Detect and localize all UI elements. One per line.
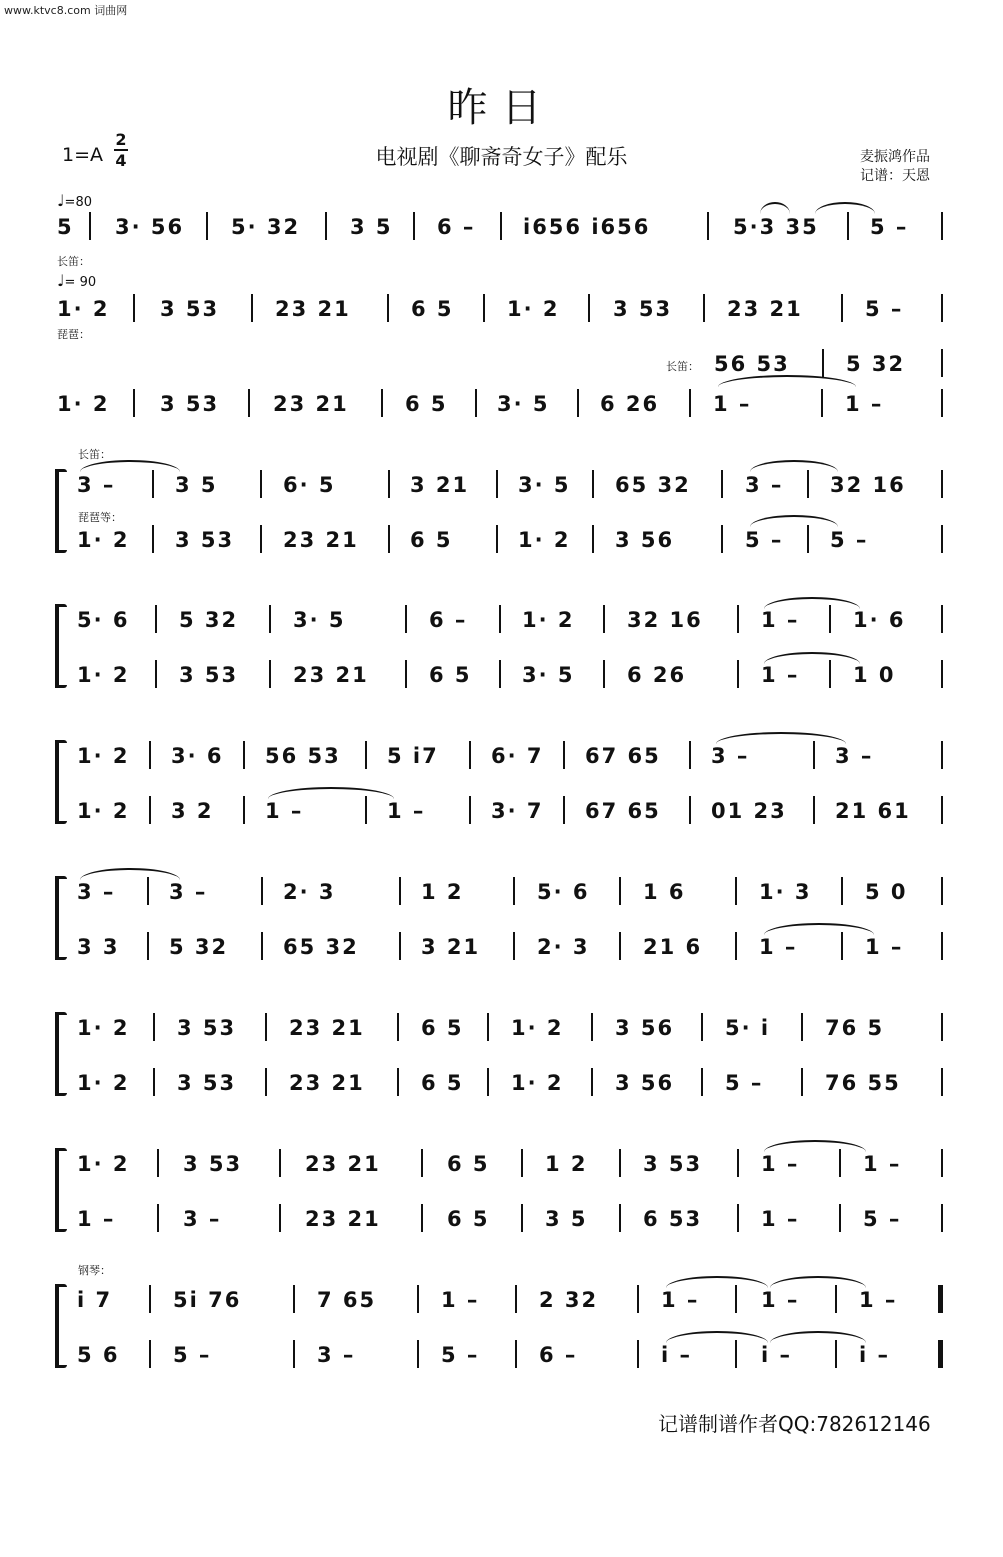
measure: 32 16 xyxy=(830,473,906,497)
measure: 3 53 xyxy=(183,1152,243,1176)
measure: 1 – xyxy=(761,608,800,632)
measure: 5 – xyxy=(863,1207,902,1231)
measure: 3 53 xyxy=(179,663,239,687)
measure: 6 5 xyxy=(447,1152,490,1176)
measure: 6 – xyxy=(539,1343,578,1367)
notation-row xyxy=(55,212,945,242)
measure: 6 5 xyxy=(405,392,448,416)
quarter-note-icon: ♩ xyxy=(57,271,65,290)
time-signature-bottom: 4 xyxy=(115,151,127,170)
measure: 6 – xyxy=(437,215,476,239)
measure: 3· 5 xyxy=(518,473,571,497)
measure: 5 xyxy=(57,215,74,239)
measure: 3 5 xyxy=(350,215,393,239)
notation-row xyxy=(55,294,945,324)
measure: 1· 2 xyxy=(522,608,575,632)
measure: 3· 5 xyxy=(522,663,575,687)
measure: 3 – xyxy=(745,473,784,497)
measure: 3 53 xyxy=(160,297,220,321)
measure: 3 53 xyxy=(613,297,673,321)
notation-row xyxy=(55,796,945,826)
measure: 1 – xyxy=(77,1207,116,1231)
measure: i – xyxy=(859,1343,891,1367)
measure: 3 56 xyxy=(615,528,675,552)
measure: 1 6 xyxy=(643,880,686,904)
measure: 1· 2 xyxy=(77,663,130,687)
measure: 3 3 xyxy=(77,935,120,959)
measure: 3 – xyxy=(169,880,208,904)
measure: 2· 3 xyxy=(537,935,590,959)
measure: 5 32 xyxy=(179,608,239,632)
measure: 21 6 xyxy=(643,935,703,959)
measure: 1· 2 xyxy=(57,392,110,416)
notation-row xyxy=(55,741,945,771)
measure: 56 53 xyxy=(265,744,341,768)
measure: i656 i656 xyxy=(523,215,651,239)
notation-row xyxy=(55,389,945,419)
measure: 7 65 xyxy=(317,1288,377,1312)
measure: 3 – xyxy=(77,880,116,904)
measure: 2· 3 xyxy=(283,880,336,904)
measure: 3 – xyxy=(317,1343,356,1367)
measure: 5 – xyxy=(725,1071,764,1095)
notation-row xyxy=(55,1285,945,1315)
tempo-marking-1: ♩=80 xyxy=(57,191,92,210)
measure: 1 – xyxy=(441,1288,480,1312)
measure: 01 23 xyxy=(711,799,787,823)
measure: 76 5 xyxy=(825,1016,885,1040)
measure: 1 – xyxy=(859,1288,898,1312)
measure: 32 16 xyxy=(627,608,703,632)
measure: 3 56 xyxy=(615,1071,675,1095)
instrument-label: 琵琶等： xyxy=(78,511,122,524)
measure: 1· 2 xyxy=(511,1071,564,1095)
measure: 5 – xyxy=(865,297,904,321)
measure: 21 61 xyxy=(835,799,911,823)
measure: 1 0 xyxy=(853,663,896,687)
measure: 6 5 xyxy=(429,663,472,687)
measure: 6· 7 xyxy=(491,744,544,768)
instrument-label: 长笛： xyxy=(78,448,111,461)
notation-row xyxy=(55,605,945,635)
measure: 3 21 xyxy=(421,935,481,959)
measure: 3 56 xyxy=(615,1016,675,1040)
notation-row xyxy=(55,1340,945,1370)
notation-row xyxy=(55,932,945,962)
measure: 1· 2 xyxy=(77,528,130,552)
measure: 5·3 35 xyxy=(733,215,819,239)
measure: 6 26 xyxy=(600,392,660,416)
measure: 1· 6 xyxy=(853,608,906,632)
subtitle: 电视剧《聊斋奇女子》配乐 xyxy=(375,145,628,169)
measure: 23 21 xyxy=(289,1071,365,1095)
measure: 2 32 xyxy=(539,1288,599,1312)
measure: 23 21 xyxy=(727,297,803,321)
measure: 23 21 xyxy=(293,663,369,687)
measure: 5 – xyxy=(870,215,909,239)
notation-row xyxy=(55,470,945,500)
measure: 3· 5 xyxy=(497,392,550,416)
measure: 1 – xyxy=(759,935,798,959)
measure: 1· 2 xyxy=(77,744,130,768)
notation-row xyxy=(55,1204,945,1234)
measure: i 7 xyxy=(77,1288,113,1312)
instrument-label: 琵琶： xyxy=(57,328,90,341)
measure: 5· 32 xyxy=(231,215,301,239)
measure: 1· 2 xyxy=(77,1016,130,1040)
measure: 67 65 xyxy=(585,744,661,768)
measure: 23 21 xyxy=(305,1152,381,1176)
measure: 3 – xyxy=(183,1207,222,1231)
measure: 67 65 xyxy=(585,799,661,823)
measure: 1 – xyxy=(661,1288,700,1312)
notation-row xyxy=(55,877,945,907)
measure: 5· 6 xyxy=(537,880,590,904)
instrument-label: 长笛： xyxy=(57,255,90,268)
measure: 5i 76 xyxy=(173,1288,242,1312)
notation-row xyxy=(55,1013,945,1043)
measure: 1 – xyxy=(713,392,752,416)
measure: 5 – xyxy=(173,1343,212,1367)
notation-row xyxy=(55,1149,945,1179)
measure: 3 5 xyxy=(175,473,218,497)
measure: 23 21 xyxy=(305,1207,381,1231)
measure: 1· 2 xyxy=(518,528,571,552)
measure: 6· 5 xyxy=(283,473,336,497)
measure: 3· 6 xyxy=(171,744,224,768)
watermark-text: www.ktvc8.com 词曲网 xyxy=(4,4,128,17)
measure: 1 – xyxy=(761,1207,800,1231)
measure: 1 – xyxy=(387,799,426,823)
measure: 6 26 xyxy=(627,663,687,687)
measure: 1 2 xyxy=(421,880,464,904)
measure: 1· 2 xyxy=(511,1016,564,1040)
measure: 5 32 xyxy=(169,935,229,959)
measure: 1 – xyxy=(761,1288,800,1312)
footer-credit: 记谱制谱作者QQ:782612146 xyxy=(658,1412,931,1436)
transcriber-credit: 记谱：天恩 xyxy=(860,168,930,184)
measure: 3· 56 xyxy=(115,215,185,239)
measure: 1 – xyxy=(863,1152,902,1176)
measure: 3 53 xyxy=(175,528,235,552)
measure: 23 21 xyxy=(289,1016,365,1040)
measure: 5 6 xyxy=(77,1343,120,1367)
measure: 5 i7 xyxy=(387,744,439,768)
measure: i – xyxy=(661,1343,693,1367)
measure: 1 – xyxy=(761,663,800,687)
measure: 3 21 xyxy=(410,473,470,497)
measure: 76 55 xyxy=(825,1071,901,1095)
measure: 3· 5 xyxy=(293,608,346,632)
tempo-marking-2: ♩= 90 xyxy=(57,271,97,290)
measure: 1 2 xyxy=(545,1152,588,1176)
measure: 1· 2 xyxy=(77,799,130,823)
measure: 5· 6 xyxy=(77,608,130,632)
measure: 1 – xyxy=(865,935,904,959)
measure: 6 5 xyxy=(447,1207,490,1231)
measure: 3 53 xyxy=(160,392,220,416)
instrument-label: 长笛： xyxy=(666,360,699,373)
measure: 5 32 xyxy=(846,352,906,376)
measure: 3 – xyxy=(711,744,750,768)
measure: 3 2 xyxy=(171,799,214,823)
notation-row xyxy=(55,525,945,555)
measure: 56 53 xyxy=(714,352,790,376)
key-signature: 1=A xyxy=(62,144,104,166)
measure: 6 5 xyxy=(421,1016,464,1040)
notation-row xyxy=(55,1068,945,1098)
measure: 3 53 xyxy=(177,1071,237,1095)
measure: 1· 3 xyxy=(759,880,812,904)
time-signature-top: 2 xyxy=(115,130,127,149)
measure: 5 0 xyxy=(865,880,908,904)
measure: 1 – xyxy=(265,799,304,823)
measure: 3 53 xyxy=(643,1152,703,1176)
measure: 3 – xyxy=(77,473,116,497)
instrument-label: 钢琴： xyxy=(78,1264,111,1277)
measure: 23 21 xyxy=(275,297,351,321)
measure: 1 – xyxy=(845,392,884,416)
measure: 1· 2 xyxy=(507,297,560,321)
measure: 1· 2 xyxy=(77,1071,130,1095)
measure: 3 53 xyxy=(177,1016,237,1040)
measure: 23 21 xyxy=(283,528,359,552)
time-signature xyxy=(114,130,128,170)
composer-credit: 麦振鸿作品 xyxy=(860,149,930,165)
measure: 6 5 xyxy=(411,297,454,321)
measure: 5 – xyxy=(745,528,784,552)
measure: 1· 2 xyxy=(57,297,110,321)
measure: 65 32 xyxy=(615,473,691,497)
measure: 65 32 xyxy=(283,935,359,959)
measure: i – xyxy=(761,1343,793,1367)
measure: 6 53 xyxy=(643,1207,703,1231)
measure: 6 5 xyxy=(421,1071,464,1095)
measure: 3 5 xyxy=(545,1207,588,1231)
page-title: 昨日 xyxy=(447,85,556,131)
measure: 6 – xyxy=(429,608,468,632)
measure: 3 – xyxy=(835,744,874,768)
measure: 1 – xyxy=(761,1152,800,1176)
measure: 3· 7 xyxy=(491,799,544,823)
notation-row xyxy=(55,660,945,690)
measure: 1· 2 xyxy=(77,1152,130,1176)
measure: 5 – xyxy=(441,1343,480,1367)
measure: 5· i xyxy=(725,1016,771,1040)
measure: 6 5 xyxy=(410,528,453,552)
measure: 23 21 xyxy=(273,392,349,416)
measure: 5 – xyxy=(830,528,869,552)
notation-row-flute xyxy=(710,349,945,379)
quarter-note-icon: ♩ xyxy=(57,191,65,210)
